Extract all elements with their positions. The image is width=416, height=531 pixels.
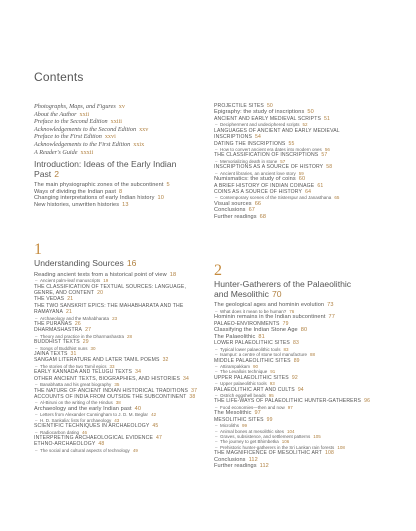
toc-entry[interactable] bbox=[34, 430, 212, 435]
front-matter-page: xxvi bbox=[104, 133, 116, 141]
toc-entry-label: Food economies—then and now bbox=[220, 404, 285, 410]
toc-entry-label: Ostrich eggshell beads bbox=[220, 393, 266, 399]
toc-entry-label: Letters from Alexander Cunningham to J. D. M. Beglar bbox=[40, 412, 149, 418]
toc-entry[interactable] bbox=[34, 195, 176, 202]
toc-entry[interactable] bbox=[214, 122, 392, 127]
toc-entry[interactable] bbox=[214, 381, 392, 386]
toc-entry-page: 52 bbox=[302, 122, 308, 128]
toc-entry-page: 51 bbox=[324, 116, 330, 122]
toc-entry-page: 23 bbox=[112, 315, 118, 321]
toc-entry-label: SCIENTIFIC TECHNIQUES IN ARCHAEOLOGY bbox=[34, 423, 150, 430]
toc-entry-label: Upper palaeolithic tools bbox=[220, 381, 267, 387]
toc-entry-page: 26 bbox=[74, 321, 81, 328]
toc-entry-label: Contemporary scenes of the Sisterspur and Janasthana bbox=[220, 195, 332, 201]
toc-entry-label: JAINA TEXTS bbox=[34, 351, 68, 358]
toc-entry-page: 73 bbox=[327, 302, 334, 309]
toc-entry[interactable] bbox=[214, 109, 386, 116]
toc-entry-page: 18 bbox=[169, 271, 177, 278]
toc-entry-page: 10 bbox=[157, 195, 164, 202]
front-matter-item[interactable] bbox=[34, 118, 148, 126]
toc-entry-page: 80 bbox=[300, 327, 308, 334]
toc-entry[interactable] bbox=[34, 278, 212, 283]
toc-entry[interactable] bbox=[214, 405, 392, 410]
toc-entry-label: What does it mean to be human? bbox=[220, 308, 287, 314]
toc-entry-page: 97 bbox=[254, 410, 261, 417]
toc-entry[interactable] bbox=[214, 171, 392, 176]
toc-entry-page: 60 bbox=[298, 176, 306, 183]
toc-entry-label: The stories of the two Tamil epics bbox=[40, 363, 107, 369]
toc-entry-label: The Mesolithic bbox=[214, 410, 252, 417]
toc-entry-label: Further readings bbox=[214, 463, 257, 470]
toc-entry[interactable] bbox=[34, 406, 206, 413]
front-matter-page: xxiii bbox=[110, 118, 123, 126]
toc-entry-label: PALAEO-ENVIRONMENTS bbox=[214, 320, 280, 327]
chapter1-number: 1 bbox=[34, 241, 42, 258]
toc-entry-page: 112 bbox=[248, 456, 258, 463]
toc-entry-page: 48 bbox=[98, 441, 105, 448]
toc-entry-label: THE VEDAS bbox=[34, 296, 65, 303]
toc-entry-page: 59 bbox=[298, 170, 304, 176]
toc-entry-label: THE CLASSIFICATION OF TEXTUAL SOURCES: LANGUAGE, GENRE, AND CONTENT bbox=[34, 283, 187, 296]
toc-entry-label: Radiocarbon dating bbox=[40, 429, 80, 435]
toc-entry-page: 108 bbox=[337, 444, 345, 450]
toc-entry-page: 90 bbox=[253, 364, 259, 369]
front-matter-label: Acknowledgements to the First Edition bbox=[34, 140, 131, 148]
toc-entry[interactable] bbox=[214, 159, 392, 164]
toc-entry-page: 50 bbox=[266, 103, 273, 109]
toc-entry[interactable] bbox=[34, 400, 212, 405]
chapter1-entries bbox=[34, 272, 212, 454]
toc-entry-label: UPPER PALAEOLITHIC SITES bbox=[214, 374, 289, 381]
toc-entry-page: 77 bbox=[328, 314, 335, 321]
toc-entry-label: Classifying the Indian Stone Age bbox=[214, 327, 298, 334]
toc-entry[interactable] bbox=[34, 448, 212, 453]
toc-entry-page: 54 bbox=[255, 134, 261, 141]
front-matter-item[interactable] bbox=[34, 141, 148, 149]
toc-entry-page: 43 bbox=[114, 417, 120, 423]
toc-entry-page: 34 bbox=[135, 369, 142, 376]
toc-entry-page: 105 bbox=[313, 434, 321, 440]
toc-entry-page: 93 bbox=[269, 381, 275, 387]
toc-entry-label: New histories, unwritten histories bbox=[34, 201, 120, 208]
toc-entry-page: 46 bbox=[82, 429, 88, 435]
toc-entry-label: Attirampakkam bbox=[220, 364, 251, 369]
front-matter-page: xxix bbox=[133, 140, 145, 148]
toc-entry-page: 76 bbox=[289, 308, 295, 314]
front-matter-item[interactable] bbox=[34, 103, 148, 111]
toc-entry-label: OTHER ANCIENT TEXTS, BIOGRAPHIES, AND HISTORIES bbox=[34, 375, 181, 382]
toc-entry-label: INTERPRETING ARCHAEOLOGICAL EVIDENCE bbox=[34, 434, 153, 441]
toc-entry-page: 21 bbox=[67, 296, 74, 303]
toc-entry-page: 32 bbox=[162, 357, 169, 364]
toc-entry[interactable] bbox=[34, 189, 176, 196]
toc-entry-page: 34 bbox=[183, 375, 189, 382]
toc-entry-label: Banabhatta and his great biography bbox=[40, 382, 112, 388]
front-matter-item[interactable] bbox=[34, 126, 148, 134]
toc-entry[interactable] bbox=[34, 303, 206, 316]
toc-entry[interactable] bbox=[214, 195, 392, 200]
chapter1-section bbox=[34, 242, 212, 453]
chapter2-title-line1[interactable]: Hunter-Gatherers of the Palaeolithic bbox=[214, 279, 352, 289]
toc-entry-label: The geological ages and hominin evolution bbox=[214, 302, 325, 309]
front-matter-label: Preface to the First Edition bbox=[34, 133, 102, 141]
toc-entry-label: Ancient palm-leaf manuscripts bbox=[40, 278, 101, 284]
toc-entry-page: 88 bbox=[310, 352, 316, 358]
toc-entry[interactable] bbox=[214, 352, 392, 357]
toc-entry-label: Isampur: a centre of stone tool manufacture bbox=[220, 352, 308, 358]
toc-entry-label: Graves, subsistence, and settlement patterns bbox=[220, 434, 311, 440]
toc-entry-page: 94 bbox=[297, 386, 304, 393]
toc-entry-page: 61 bbox=[317, 182, 324, 189]
toc-entry-label: PROJECTILE SITES bbox=[214, 103, 264, 109]
toc-entry[interactable] bbox=[34, 202, 176, 209]
toc-entry-label: MESOLITHIC SITES bbox=[214, 416, 264, 423]
toc-entry-label: LOWER PALAEOLITHIC SITES bbox=[214, 340, 290, 347]
toc-entry[interactable] bbox=[34, 418, 212, 423]
toc-entry[interactable] bbox=[214, 309, 392, 314]
toc-entry[interactable] bbox=[214, 457, 386, 464]
toc-entry-label: The journey to get Bhimbetka bbox=[220, 439, 279, 445]
toc-entry-label: ACCOUNTS OF INDIA FROM OUTSIDE THE SUBCONTINENT bbox=[34, 393, 187, 400]
toc-entry[interactable] bbox=[214, 334, 386, 341]
toc-entry-label: Animal bones at mesolithic sites bbox=[220, 428, 285, 434]
toc-entry-label: THE PURANAS bbox=[34, 321, 72, 328]
toc-entry-label: SANGAM LITERATURE AND LATER TAMIL POEMS bbox=[34, 357, 160, 364]
toc-entry[interactable] bbox=[214, 314, 386, 321]
toc-entry-label: Decipherment and undeciphered scripts bbox=[220, 122, 300, 128]
toc-entry-page: 21 bbox=[66, 309, 72, 316]
toc-entry-label: THE MAGNIFICENCE OF MESOLITHIC ART bbox=[214, 450, 323, 457]
toc-entry-label: Reading ancient texts from a historical point of view bbox=[34, 271, 167, 278]
toc-entry-label: Conclusions bbox=[214, 456, 246, 463]
intro-title-line2[interactable]: Past 2 bbox=[34, 168, 59, 179]
chapter1-title-line[interactable] bbox=[34, 259, 212, 269]
toc-entry-page: 20 bbox=[97, 290, 104, 296]
toc-entry-page: 55 bbox=[288, 140, 295, 147]
toc-entry-label: Songs of Buddhist nuns bbox=[40, 345, 88, 351]
toc-entry-page: 68 bbox=[259, 214, 267, 221]
toc-entry-label: Numismatics: the study of coins bbox=[214, 176, 296, 183]
toc-entry-page: 49 bbox=[132, 447, 138, 453]
toc-entry-label: THE TWO SANSKRIT EPICS: THE MAHABHARATA AND THE RAMAYANA bbox=[34, 302, 184, 316]
toc-entry-label: The Levallois technique bbox=[220, 369, 268, 375]
toc-entry-page: 5 bbox=[166, 182, 170, 189]
toc-entry-page: 19 bbox=[103, 278, 109, 284]
toc-entry-label: DHARMASHASTRA bbox=[34, 327, 83, 334]
toc-entry-label: The social and cultural aspects of technology bbox=[40, 447, 130, 453]
toc-entry-label: ANCIENT AND EARLY MEDIEVAL SCRIPTS bbox=[214, 116, 322, 122]
toc-entry[interactable] bbox=[214, 128, 386, 141]
toc-entry[interactable] bbox=[214, 445, 392, 450]
toc-entry-page: 33 bbox=[109, 363, 115, 369]
toc-entry-page: 89 bbox=[293, 357, 300, 364]
toc-entry-label: THE LIFE-WAYS OF PALAEOLITHIC HUNTER-GATHERERS bbox=[214, 398, 362, 405]
front-matter-label: Photographs, Maps, and Figures bbox=[34, 103, 116, 110]
toc-entry-label: Epigraphy: the study of inscriptions bbox=[214, 109, 305, 116]
toc-entry-label: BUDDHIST TEXTS bbox=[34, 339, 80, 346]
toc-entry-page: 45 bbox=[152, 423, 159, 430]
page-title: Contents bbox=[34, 70, 84, 84]
toc-entry-label: PALAEOLITHIC ART AND CULTS bbox=[214, 386, 295, 393]
front-matter-item[interactable] bbox=[34, 149, 148, 157]
toc-entry-page: 108 bbox=[325, 450, 334, 457]
introduction-section bbox=[34, 160, 176, 209]
toc-entry-page: 27 bbox=[85, 327, 92, 334]
toc-entry-page: 67 bbox=[248, 207, 256, 214]
toc-entry-page: 97 bbox=[287, 404, 293, 410]
toc-entry[interactable] bbox=[34, 182, 176, 189]
toc-entry-label: H. D. Sankalia: lists for archaeology bbox=[40, 417, 112, 423]
toc-entry-page: 95 bbox=[268, 393, 274, 399]
toc-entry-label: Memorializing death in stone bbox=[220, 158, 278, 164]
toc-entry-page: 57 bbox=[321, 152, 328, 159]
toc-entry-page: 91 bbox=[270, 369, 276, 375]
toc-entry-page: 64 bbox=[305, 189, 312, 196]
toc-entry-label: Theory and practice in the Dharmashastra bbox=[40, 333, 125, 339]
toc-entry-label: Archaeology and the early Indian past bbox=[34, 405, 132, 412]
chapter1-title: Understanding Sources bbox=[34, 258, 124, 268]
toc-entry-page: 106 bbox=[281, 439, 290, 445]
toc-entry-label: Microliths bbox=[220, 423, 240, 429]
intro-page-number: 2 bbox=[54, 168, 59, 179]
toc-entry[interactable] bbox=[34, 382, 212, 387]
toc-entry-page: 37 bbox=[191, 387, 198, 394]
toc-entry[interactable] bbox=[214, 410, 386, 417]
toc-entry[interactable] bbox=[214, 463, 386, 470]
toc-entry-page: 66 bbox=[254, 200, 262, 207]
toc-entry[interactable] bbox=[214, 369, 392, 374]
toc-entry-label: Changing interpretations of early Indian history bbox=[34, 195, 155, 202]
front-matter-item[interactable] bbox=[34, 111, 148, 119]
toc-entry-page: 83 bbox=[283, 346, 289, 352]
toc-entry-label: LANGUAGES OF ANCIENT AND EARLY MEDIEVAL INSCRIPTIONS bbox=[214, 127, 340, 141]
toc-entry-label: Prehistoric hunter-gatherers in the Sri Lankan rain forests bbox=[220, 444, 335, 450]
toc-entry-page: 104 bbox=[287, 428, 295, 434]
toc-entry-label: Al-Biruni on the writing of the Hindus bbox=[40, 400, 113, 406]
toc-entry-page: 65 bbox=[334, 195, 340, 201]
toc-entry-page: 56 bbox=[324, 147, 330, 153]
toc-entry-page: 35 bbox=[114, 382, 120, 388]
front-matter-list bbox=[34, 103, 148, 156]
toc-entry-page: 83 bbox=[292, 340, 299, 347]
front-matter-label: Preface to the Second Edition bbox=[34, 118, 108, 126]
toc-entry[interactable] bbox=[34, 316, 212, 321]
toc-entry-label: Archaeology and the Mahabharata bbox=[40, 315, 110, 321]
toc-entry-page: 40 bbox=[134, 405, 142, 412]
toc-entry[interactable] bbox=[34, 364, 212, 369]
toc-entry-page: 81 bbox=[258, 333, 265, 340]
intro-title-line1[interactable]: Introduction: Ideas of the Early Indian bbox=[34, 159, 177, 169]
toc-entry[interactable] bbox=[34, 284, 206, 297]
intro-items bbox=[34, 182, 176, 208]
toc-entry-label: Visual sources bbox=[214, 200, 252, 207]
toc-entry[interactable] bbox=[214, 207, 386, 214]
toc-entry[interactable] bbox=[34, 346, 212, 351]
toc-entry[interactable] bbox=[214, 176, 386, 183]
toc-entry-label: EARLY KANNADA AND TELUGU TEXTS bbox=[34, 369, 133, 376]
toc-entry-page: 99 bbox=[266, 416, 273, 423]
chapter2-number: 2 bbox=[214, 262, 222, 279]
front-matter-page: xxv bbox=[139, 125, 149, 133]
toc-entry[interactable] bbox=[34, 272, 206, 279]
toc-entry-label: ETHNO-ARCHAEOLOGY bbox=[34, 441, 96, 448]
toc-entry-page: 29 bbox=[82, 339, 89, 346]
toc-entry-label: Typical lower palaeolithic tools bbox=[220, 346, 281, 352]
toc-entry-page: 96 bbox=[364, 398, 371, 405]
toc-entry-label: A BRIEF HISTORY OF INDIAN COINAGE bbox=[214, 182, 315, 189]
toc-entry-label: INSCRIPTIONS AS A SOURCE OF HISTORY bbox=[214, 164, 324, 171]
chapter1-continued-entries bbox=[214, 103, 392, 221]
toc-entry-page: 92 bbox=[291, 374, 298, 381]
toc-entry-page: 57 bbox=[280, 158, 286, 164]
toc-entry-page: 99 bbox=[242, 423, 248, 429]
toc-entry-page: 30 bbox=[90, 345, 96, 351]
toc-entry-label: COINS AS A SOURCE OF HISTORY bbox=[214, 189, 303, 196]
toc-entry[interactable] bbox=[214, 393, 392, 398]
front-matter-label: Acknowledgements to the Second Edition bbox=[34, 125, 137, 133]
front-matter-page: xxxii bbox=[80, 148, 94, 156]
toc-entry-label: The main physiographic zones of the subcontinent bbox=[34, 182, 164, 189]
toc-entry-label: How to convert ancient era dates into modern ones bbox=[220, 147, 322, 153]
toc-entry-label: Further readings bbox=[214, 214, 257, 221]
toc-entry-label: DATING THE INSCRIPTIONS bbox=[214, 140, 286, 147]
front-matter-page: xxii bbox=[79, 110, 90, 118]
toc-entry-page: 50 bbox=[307, 109, 314, 116]
toc-entry[interactable] bbox=[214, 201, 386, 208]
front-matter-label: About the Author bbox=[34, 110, 77, 118]
toc-entry-label: Ancient libraries, an ancient love story bbox=[220, 170, 296, 176]
toc-entry-page: 42 bbox=[151, 412, 157, 418]
toc-entry-page: 31 bbox=[70, 351, 77, 358]
chapter2-section bbox=[214, 263, 392, 470]
toc-entry-page: 47 bbox=[156, 434, 162, 441]
chapter2-entries bbox=[214, 302, 392, 470]
toc-entry[interactable] bbox=[214, 147, 392, 152]
toc-entry-page: 79 bbox=[282, 320, 289, 327]
toc-entry[interactable] bbox=[214, 214, 386, 221]
toc-entry[interactable] bbox=[214, 327, 386, 334]
toc-entry[interactable] bbox=[214, 302, 386, 309]
toc-entry-label: The Palaeolithic bbox=[214, 333, 256, 340]
chapter1-page-number: 16 bbox=[126, 258, 137, 268]
toc-entry-page: 28 bbox=[127, 333, 133, 339]
toc-entry-label: THE CLASSIFICATION OF INSCRIPTIONS bbox=[214, 152, 319, 159]
toc-entry-page: 112 bbox=[259, 463, 269, 470]
toc-entry-label: Conclusions bbox=[214, 207, 246, 214]
chapter2-title-line2[interactable]: and Mesolithic 70 bbox=[214, 288, 282, 299]
toc-entry-label: THE NATURE OF ANCIENT INDIAN HISTORICAL TRADITIONS bbox=[34, 387, 189, 394]
front-matter-page: xv bbox=[118, 103, 125, 110]
toc-entry-page: 38 bbox=[115, 400, 121, 406]
chapter2-page-number: 70 bbox=[271, 288, 282, 299]
toc-entry-page: 13 bbox=[122, 201, 129, 208]
front-matter-label: A Reader's Guide bbox=[34, 148, 78, 156]
toc-entry-page: 8 bbox=[118, 188, 123, 195]
toc-entry-label: Hominin remains in the Indian subcontinent bbox=[214, 314, 326, 321]
toc-entry-label: Ways of dividing the Indian past bbox=[34, 188, 116, 195]
front-matter-item[interactable] bbox=[34, 133, 148, 141]
toc-entry-label: MIDDLE PALAEOLITHIC SITES bbox=[214, 357, 291, 364]
toc-entry[interactable] bbox=[34, 334, 212, 339]
toc-entry-page: 58 bbox=[326, 164, 333, 171]
toc-entry-page: 38 bbox=[189, 393, 196, 400]
